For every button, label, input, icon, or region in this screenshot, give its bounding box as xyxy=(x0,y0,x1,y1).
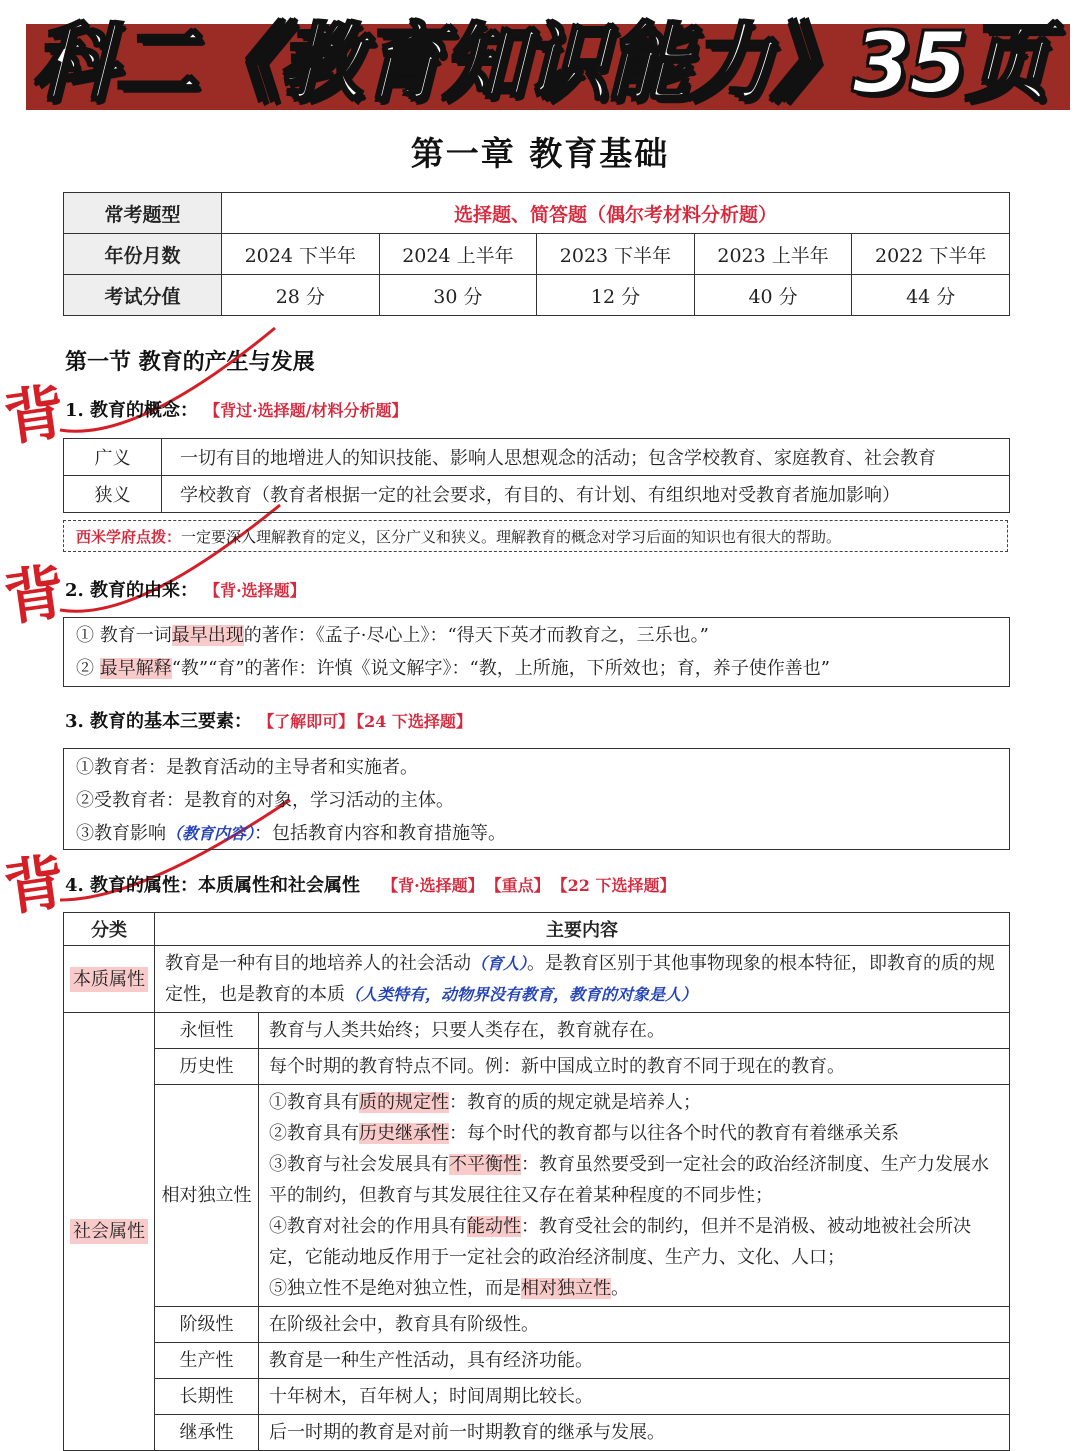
table-row xyxy=(64,1049,1010,1085)
text: 教育是一种有目的地培养人的社会活动 xyxy=(165,953,471,974)
recite-mark: 背 xyxy=(0,557,70,635)
text: 。是教育区别于其他事物现象的根本特征，即教育的质的规定性，也是教育的本质 xyxy=(165,953,996,1005)
term-cell: 狭义 xyxy=(64,476,162,513)
text: ③教育与社会发展具有 xyxy=(269,1154,449,1175)
highlight-text: 能动性 xyxy=(467,1216,521,1237)
text: ⑤独立性不是绝对独立性，而是 xyxy=(269,1278,521,1299)
list-item xyxy=(269,1273,999,1304)
subcategory-cell: 继承性 xyxy=(155,1415,259,1451)
score-cell: 44 分 xyxy=(852,275,1010,316)
column-header: 主要内容 xyxy=(155,913,1010,946)
exam-tag: 【背·选择题】 xyxy=(382,876,484,895)
exam-tag: 【24 下选择题】 xyxy=(356,712,472,731)
term-cell: 广义 xyxy=(64,439,162,476)
definition-cell: 一切有目的地增进人的知识技能、影响人思想观念的活动；包含学校教育、家庭教育、社会教育 xyxy=(162,439,1010,476)
text: ④教育对社会的作用具有 xyxy=(269,1216,467,1237)
list-item xyxy=(269,1087,999,1118)
year-cell: 2023 上半年 xyxy=(694,234,852,275)
highlight-text: 历史继承性 xyxy=(359,1123,449,1144)
table-row xyxy=(64,439,1010,476)
text: ② xyxy=(76,658,100,679)
elements-box xyxy=(63,748,1010,850)
tip-box xyxy=(63,520,1008,552)
definition-cell: 学校教育（教育者根据一定的社会要求，有目的、有计划、有组织地对受教育者施加影响） xyxy=(162,476,1010,513)
content-cell: 教育与人类共始终；只要人类存在，教育就存在。 xyxy=(259,1013,1010,1049)
chapter-title: 第一章 教育基础 xyxy=(410,134,670,173)
tip-text: 一定要深入理解教育的定义，区分广义和狭义。理解教育的概念对学习后面的知识也有很大的帮助。 xyxy=(181,528,842,546)
note-text: （教育内容） xyxy=(166,824,255,843)
concept-table xyxy=(63,438,1010,513)
section-title: 第一节 教育的产生与发展 xyxy=(65,349,315,375)
content-cell: 教育是一种生产性活动，具有经济功能。 xyxy=(259,1343,1010,1379)
text: ：教育受社会的制约，但并不是消极、被动地被社会所决定，它能动地反作用于一定社会的政治经济制度、生产力、文化、人口； xyxy=(269,1216,971,1268)
text: ① 教育一词 xyxy=(76,625,172,646)
content-cell: 十年树木，百年树人；时间周期比较长。 xyxy=(259,1379,1010,1415)
list-item: ②受教育者：是教育的对象，学习活动的主体。 xyxy=(76,790,454,811)
exam-tag: 【重点】 xyxy=(493,876,550,895)
heading-text: 2. 教育的由来： xyxy=(65,580,199,601)
subcategory-cell: 长期性 xyxy=(155,1379,259,1415)
table-row xyxy=(64,1415,1010,1451)
exam-stats-table xyxy=(63,192,1010,316)
subcategory-cell: 阶级性 xyxy=(155,1307,259,1343)
list-item: ①教育者：是教育活动的主导者和实施者。 xyxy=(76,757,418,778)
score-cell: 12 分 xyxy=(537,275,695,316)
origin-box xyxy=(63,617,1010,687)
category-cell xyxy=(64,1013,155,1451)
point-heading xyxy=(65,396,407,422)
subcategory-cell: 永恒性 xyxy=(155,1013,259,1049)
note-text: （人类特有，动物界没有教育，教育的对象是人） xyxy=(345,985,698,1004)
row-label: 年份月数 xyxy=(64,234,222,275)
exam-tag: 【背·选择题】 xyxy=(212,581,306,600)
category-label: 本质属性 xyxy=(70,967,148,992)
exam-tag: 【背过·选择题/材料分析题】 xyxy=(212,401,408,420)
text: ：教育虽然要受到一定社会的政治经济制度、生产力发展水平的制约，但教育与其发展往往又存在着某种程度的不同步性； xyxy=(269,1154,989,1206)
highlight-text: 最早出现 xyxy=(171,625,244,646)
note-text: （育人） xyxy=(471,954,528,973)
question-types: 选择题、简答题（偶尔考材料分析题） xyxy=(222,193,1010,234)
text: ：每个时代的教育都与以往各个时代的教育有着继承关系 xyxy=(449,1123,899,1144)
table-row xyxy=(64,1307,1010,1343)
table-row xyxy=(64,1085,1010,1307)
content-cell: 每个时期的教育特点不同。例：新中国成立时的教育不同于现在的教育。 xyxy=(259,1049,1010,1085)
score-cell: 28 分 xyxy=(222,275,380,316)
text: ③教育影响 xyxy=(76,823,166,844)
text: 的著作：《孟子·尽心上》：“得天下英才而教育之，三乐也。” xyxy=(243,625,709,646)
column-header: 分类 xyxy=(64,913,155,946)
list-item xyxy=(64,652,1009,685)
heading-text: 1. 教育的概念： xyxy=(65,400,199,421)
table-row xyxy=(64,946,1010,1013)
list-item xyxy=(269,1211,999,1273)
content-cell xyxy=(155,946,1010,1013)
row-label: 考试分值 xyxy=(64,275,222,316)
list-item xyxy=(269,1118,999,1149)
score-cell: 30 分 xyxy=(379,275,537,316)
content-cell xyxy=(259,1085,1010,1307)
table-header-row xyxy=(64,913,1010,946)
content-cell: 后一时期的教育是对前一时期教育的继承与发展。 xyxy=(259,1415,1010,1451)
point-heading xyxy=(65,871,676,897)
year-cell: 2024 上半年 xyxy=(379,234,537,275)
page-title: 科二《教育知识能力》35页 xyxy=(32,14,1048,112)
table-row xyxy=(64,1343,1010,1379)
point-heading xyxy=(65,576,306,602)
exam-tag: 【了解即可】 xyxy=(266,712,355,731)
text: “教”“育”的著作：许慎《说文解字》：“教，上所施，下所效也；育，养子使作善也” xyxy=(171,658,830,679)
subcategory-cell: 生产性 xyxy=(155,1343,259,1379)
score-cell: 40 分 xyxy=(694,275,852,316)
list-item xyxy=(64,619,1009,652)
heading-text: 4. 教育的属性：本质属性和社会属性 xyxy=(65,875,361,896)
year-cell: 2022 下半年 xyxy=(852,234,1010,275)
highlight-text: 不平衡性 xyxy=(449,1154,521,1175)
year-cell: 2024 下半年 xyxy=(222,234,380,275)
text: ：教育的质的规定就是培养人； xyxy=(449,1092,701,1113)
subcategory-cell: 相对独立性 xyxy=(155,1085,259,1307)
text: 。 xyxy=(611,1278,629,1299)
category-cell xyxy=(64,946,155,1013)
tip-label: 西米学府点拨： xyxy=(76,528,182,546)
year-cell: 2023 下半年 xyxy=(537,234,695,275)
text: ②教育具有 xyxy=(269,1123,359,1144)
attributes-table xyxy=(63,912,1010,1451)
list-item xyxy=(269,1149,999,1211)
subcategory-cell: 历史性 xyxy=(155,1049,259,1085)
text: ：包括教育内容和教育措施等。 xyxy=(254,823,507,844)
table-row xyxy=(64,234,1010,275)
point-heading xyxy=(65,707,472,733)
row-label: 常考题型 xyxy=(64,193,222,234)
exam-tag: 【22 下选择题】 xyxy=(559,876,676,895)
list-item xyxy=(64,817,1009,850)
content-cell: 在阶级社会中，教育具有阶级性。 xyxy=(259,1307,1010,1343)
highlight-text: 质的规定性 xyxy=(359,1092,449,1113)
table-row xyxy=(64,476,1010,513)
heading-text: 3. 教育的基本三要素： xyxy=(65,711,253,732)
table-row xyxy=(64,193,1010,234)
highlight-text: 最早解释 xyxy=(99,658,172,679)
recite-mark: 背 xyxy=(0,847,70,925)
table-row xyxy=(64,1379,1010,1415)
category-label: 社会属性 xyxy=(70,1219,148,1244)
recite-mark: 背 xyxy=(0,377,70,455)
table-row xyxy=(64,1013,1010,1049)
highlight-text: 相对独立性 xyxy=(521,1278,611,1299)
text: ①教育具有 xyxy=(269,1092,359,1113)
